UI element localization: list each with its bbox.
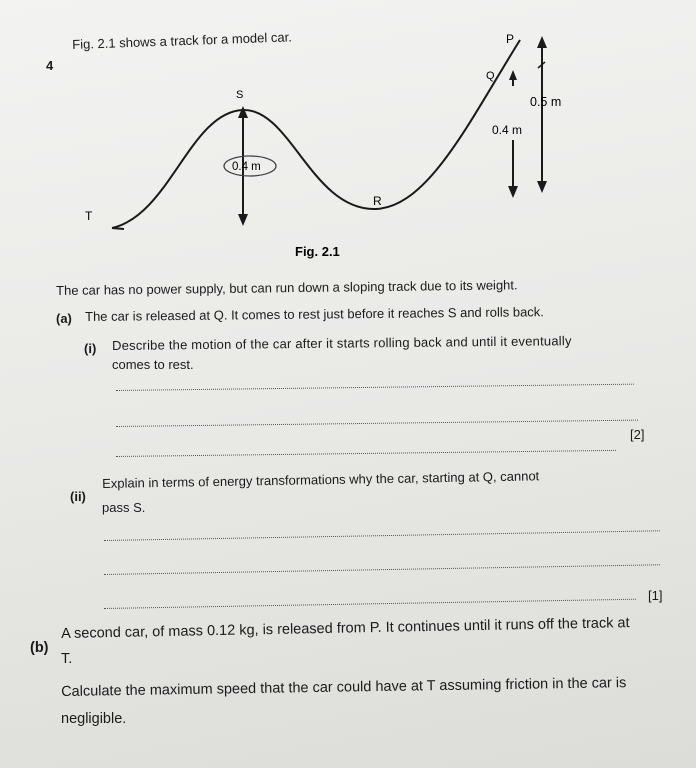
part-a-ii-line2: pass S. <box>102 500 146 515</box>
answer-line-a-ii-1[interactable] <box>104 530 660 541</box>
label-s: S <box>236 89 244 101</box>
p-arrow-head-down <box>537 181 547 193</box>
answer-line-a-ii-2[interactable] <box>104 564 660 575</box>
p-arrow-head-up <box>537 36 547 48</box>
figure-caption: Fig. 2.1 <box>295 244 340 259</box>
s-arrow-head-down <box>238 214 248 226</box>
part-a-i-label: (i) <box>84 341 97 356</box>
s-arrow-head-up <box>238 106 248 118</box>
part-a-i-line1: Describe the motion of the car after it starts rolling back and until it eventually <box>112 333 572 353</box>
label-height-p: 0.5 m <box>530 95 562 109</box>
label-height-s: 0.4 m <box>232 161 261 173</box>
part-a-ii-marks: [1] <box>648 588 663 603</box>
part-a-i-marks: [2] <box>630 427 645 442</box>
part-b-line4: negligible. <box>61 711 127 727</box>
part-b-line1: A second car, of mass 0.12 kg, is released from P. It continues until it runs off the track at <box>61 615 630 642</box>
label-r: R <box>373 194 382 208</box>
track-figure <box>0 0 696 260</box>
label-q: Q <box>486 70 495 82</box>
part-b-line3: Calculate the maximum speed that the car could have at T assuming friction in the car is <box>61 675 627 700</box>
track-start-tick <box>112 228 124 229</box>
part-a-i-line2: comes to rest. <box>112 357 194 372</box>
stem-text: The car has no power supply, but can run down a sloping track due to its weight. <box>56 277 518 298</box>
question-number: 4 <box>46 58 54 73</box>
part-b-line2: T. <box>61 651 73 667</box>
part-a-ii-label: (ii) <box>70 489 86 504</box>
part-a-ii-line1: Explain in terms of energy transformations why the car, starting at Q, cannot <box>102 468 540 491</box>
answer-line-a-ii-3[interactable] <box>104 599 636 609</box>
answer-line-a-i-2[interactable] <box>116 420 638 427</box>
part-b-label: (b) <box>30 640 49 656</box>
label-t: T <box>85 209 93 223</box>
part-a-label: (a) <box>56 311 72 326</box>
question-intro: Fig. 2.1 shows a track for a model car. <box>72 29 293 52</box>
q-arrow-head-down <box>508 186 518 198</box>
part-a-text: The car is released at Q. It comes to rest just before it reaches S and rolls back. <box>85 304 544 324</box>
answer-line-a-i-3[interactable] <box>116 450 616 457</box>
answer-line-a-i-1[interactable] <box>116 384 634 391</box>
label-height-q: 0.4 m <box>492 123 523 137</box>
track-curve <box>112 40 523 228</box>
label-p: P <box>506 32 515 46</box>
